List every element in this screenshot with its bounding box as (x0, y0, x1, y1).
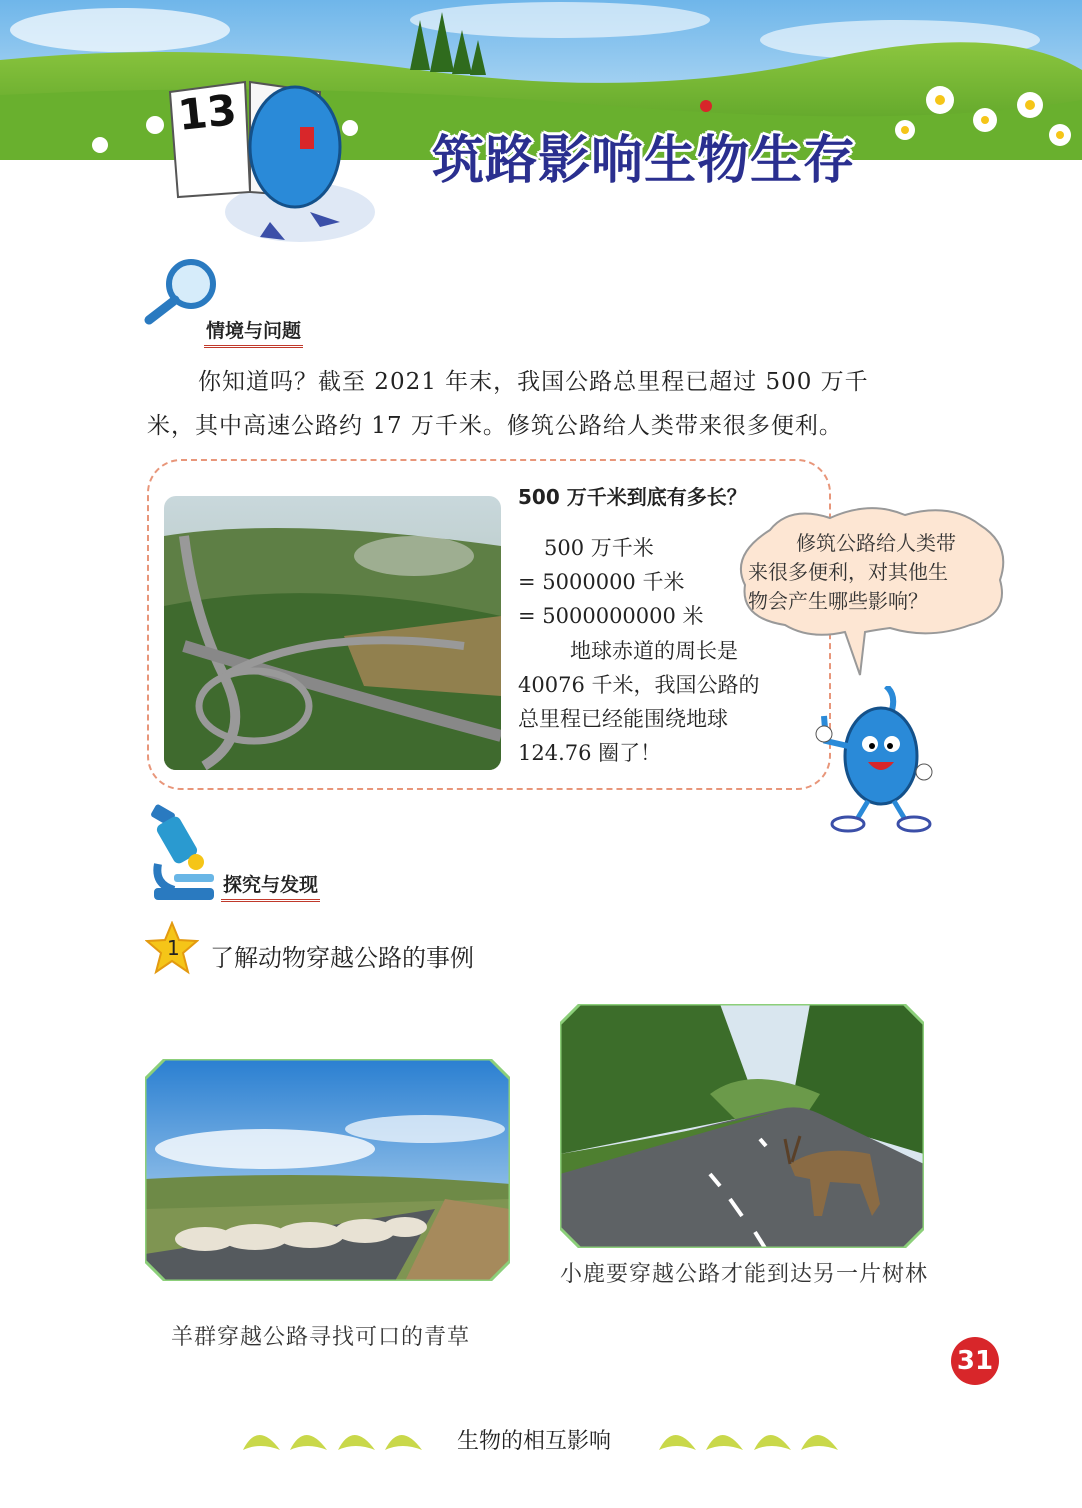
ginkgo-leaves-right (654, 1420, 854, 1456)
lesson-mascot (150, 52, 380, 252)
infobox-text-line3: 总里程已经能围绕地球 (518, 707, 728, 731)
infobox-text-line1: 地球赤道的周长是 (570, 639, 738, 663)
caption-sheep: 羊群穿越公路寻找可口的青草 (171, 1325, 471, 1350)
caption-deer: 小鹿要穿越公路才能到达另一片树林 (560, 1262, 929, 1287)
page-title: 筑路影响生物生存 (432, 131, 857, 191)
highway-photo (164, 496, 501, 770)
calc-line2: = 5000000 千米 (518, 570, 685, 594)
bubble-text (748, 529, 998, 616)
bubble-line1: 修筑公路给人类带 (796, 531, 956, 555)
section-label-situation: 情境与问题 (204, 316, 303, 348)
step-number: 1 (167, 936, 180, 960)
calc-line3: = 5000000000 米 (518, 604, 704, 628)
infobox-question: 500 万千米到底有多长？ (518, 485, 747, 509)
sheep-photo (145, 1059, 510, 1281)
footer-book-title: 生物的相互影响 (457, 1429, 612, 1454)
section-label-explore: 探究与发现 (221, 870, 320, 902)
microscope-icon (144, 804, 224, 904)
step-title: 了解动物穿越公路的事例 (210, 944, 474, 972)
lesson-number: 13 (175, 85, 239, 140)
intro-paragraph-line2: 米，其中高速公路约 17 万千米。修筑公路给人类带来很多便利。 (147, 413, 843, 439)
calc-line1: 500 万千米 (544, 536, 654, 560)
infobox-text-line2: 40076 千米，我国公路的 (518, 673, 760, 697)
deer-photo (560, 1004, 924, 1248)
bubble-line2: 来很多便利，对其他生 (748, 560, 948, 584)
mascot-pointing (806, 686, 936, 836)
intro-paragraph-line1: 你知道吗？截至 2021 年末，我国公路总里程已超过 500 万千 (198, 369, 869, 395)
infobox-text-line4: 124.76 圈了！ (518, 741, 662, 765)
page-number: 31 (951, 1337, 999, 1385)
bubble-line3: 物会产生哪些影响？ (748, 589, 928, 613)
mascot-book-illustration (150, 52, 380, 252)
ginkgo-leaves-left (238, 1420, 438, 1456)
